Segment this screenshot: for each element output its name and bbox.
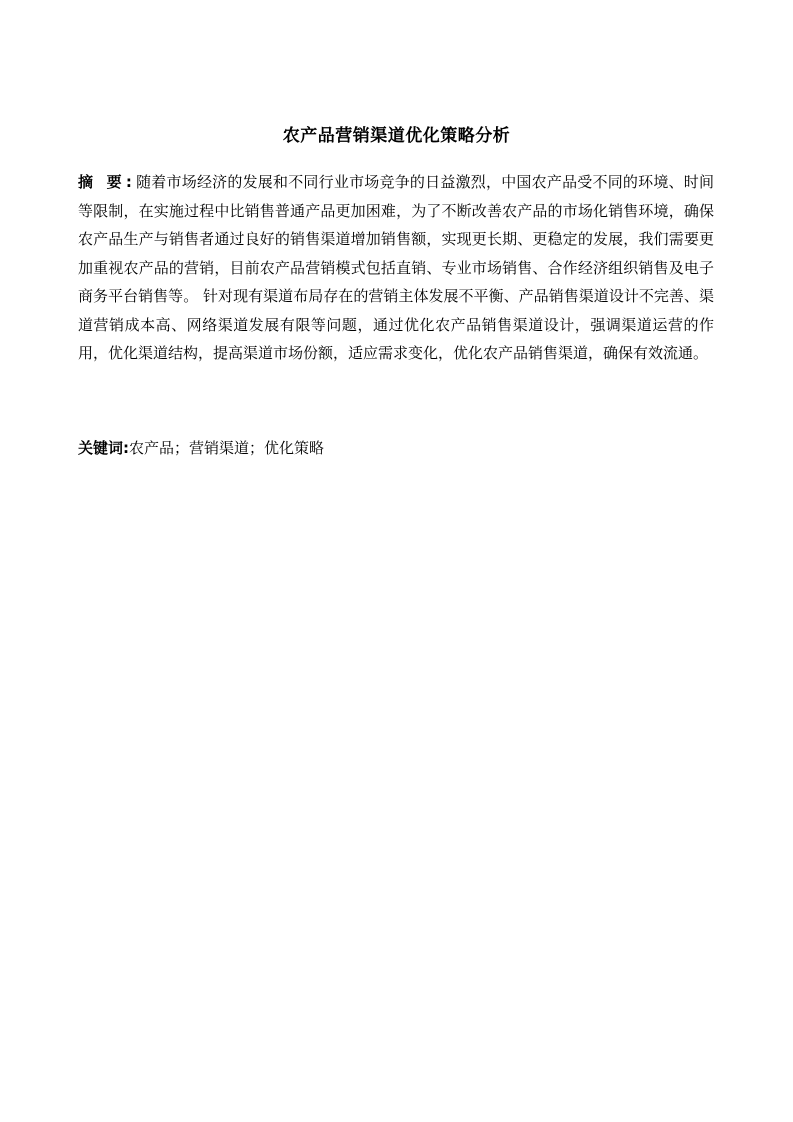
abstract-label: 摘 要: — [78, 173, 136, 191]
keywords-line — [78, 434, 714, 462]
paper-title: 农产品营销渠道优化策略分析 — [282, 126, 511, 146]
abstract-text: 随着市场经济的发展和不同行业市场竞争的日益激烈，中国农产品受不同的环境、时间等限制，在实施过程中比销售普通产品更加困难，为了不断改善农产品的市场化销售环境，确保农产品生产与销售者通过良好的销售渠道增加销售额，实现更长期、更稳定的发展，我们需要更加重视农产品的营销，目前农产品营销模式包括直销、专业市场销售、合作经济组织销售及电子商务平台销售等。 针对现有渠道布局存在的营销主体发展不平衡、产品销售渠道设计不完善、渠道营销成本高、网络渠道发展有限等问题，通过优化农产品销售渠道设计，强调渠道运营的作用，优化渠道结构，提高渠道市场份额，适应需求变化，优化农产品销售渠道，确保有效流通。 — [78, 173, 714, 362]
abstract-paragraph — [78, 168, 714, 368]
keywords-text: 农产品；营销渠道；优化策略 — [129, 439, 325, 457]
keywords-label: 关键词: — [78, 439, 129, 457]
